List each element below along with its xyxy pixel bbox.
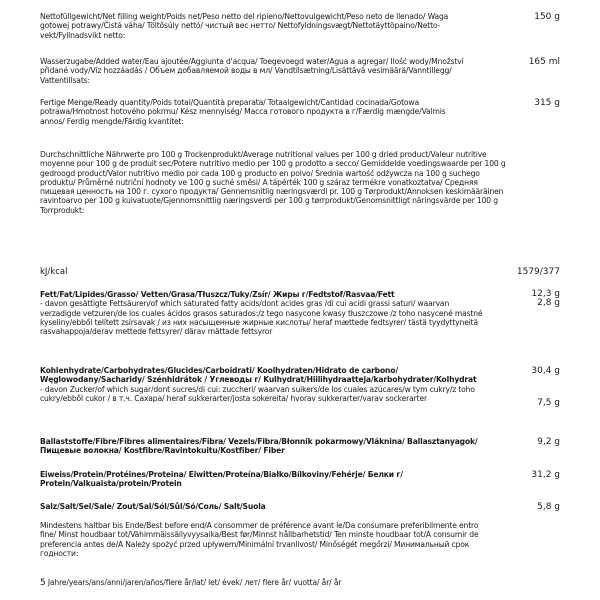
ready-quantity-label: Fertige Menge/Ready quantity/Poids total/Quantità preparata/ Totaalgewicht/Cantidad cocinada/Gotowa potrawa/Hmotnost hotového pokrmu/ Kész mennyiség/ Масса готового продукта в г/Færdig mængde/Valmis annos/ Ferdig mengde/Färdig kvantitet: bbox=[40, 98, 446, 126]
fibre-row bbox=[40, 437, 560, 456]
carbohydrates-value: 30,4 g bbox=[531, 366, 560, 376]
best-before-note: Mindestens haltbar bis Ende/Best before end/A consommer de préférence avant le/Da consumare preferibilmente entro fine/ Minst houdbaar tot/Vähimmäissäilyvyysaika/Best før/Minnst hållbarhetstid/ Ten minste houdbaar tot/A consumir de preferencia antes de/A Należy spożyć przed upływem/Minimální trvanlivost/ Minőségét megőrzi/ Минимальный срок годности: bbox=[40, 521, 479, 558]
sugar-label: - davon Zucker/of which sugar/dont sucres/di cui: zuccheri/ waarvan suikers/de los cuales azúcares/w tym cukry/z toho cukry/ebből cukor / в т.ч. Сахара/ heraf sukkerarter/josta sokereita/ hvorav sukkerarter/varav sockerarter bbox=[40, 384, 475, 403]
shelf-life-number: 5 bbox=[40, 578, 46, 588]
fat-row bbox=[40, 290, 560, 336]
added-water-label: Wasserzugabe/Added water/Eau ajoutée/Aggiunta d'acqua/ Toegevoegd water/Agua a agregar/ Ilość wody/Množství přidané vody/Víz hozzáadás / Объем добавляемой воды в мл/ Vandtilsætning/Lisättävä vesimäärä/Vanntillegg/ Vattentillsats: bbox=[40, 57, 464, 85]
saturated-fat-value: 2,8 g bbox=[537, 298, 560, 309]
added-water-row bbox=[40, 57, 560, 85]
energy-value: 1579/377 bbox=[516, 267, 560, 277]
energy-label: kJ/kcal bbox=[40, 267, 68, 277]
protein-title: Eiweiss/Protein/Protéines/Proteina/ Eiwitten/Proteína/Białko/Bílkoviny/Fehérje/ Белки г/ Protein/Valkuaista/protein/Protein bbox=[40, 470, 403, 489]
fat-value: 12,3 g bbox=[531, 289, 560, 299]
average-values-note: Durchschnittliche Nährwerte pro 100 g Trockenprodukt/Average nutritional values per 100 g dried product/Valeur nutritive moyenne pour 100 g de produit sec/Potere nutritivo medio per 100 g prodotto a secco/ Gemiddelde voedingswaarde per 100 g gedroogd product/Valor nutritivo medio por cada 100 g producto en polvo/ Średnia wartość odżywcza na 100 g suchego produktu/ Průměrné nutriční hodnoty ve 100 g suché směsi/ A tápérték 100 g száraz termékre vonatkoztatva/ Средняя пищевая ценность на 100 г. сухого продукта/ Gennemsnitlig næringsværdi pr. 100 g Tørprodukt/Annoksen keskimääräinen ravintoarvo per 100 g kuivatuote/Gjennomsnittlig næringsverdi per 100 g tørrprodukt/Genomsnittligt näringsvärde per 100 g Torrprodukt: bbox=[40, 150, 506, 215]
protein-row bbox=[40, 470, 560, 489]
protein-value: 31,2 g bbox=[531, 470, 560, 480]
ready-quantity-value: 315 g bbox=[534, 98, 560, 108]
ready-quantity-row bbox=[40, 98, 560, 126]
shelf-life-units: Jahre/years/ans/anni/jaren/años/flere år/lat/ let/ évek/ лет/ flere år/ vuotta/ år/ år bbox=[45, 578, 342, 587]
fibre-title: Ballaststoffe/Fibre/Fibres alimentaires/Fibra/ Vezels/Fibra/Błonnik pokarmowy/Vláknina/ Ballasztanyagok/ Пищевые волокна/ Kostfibre/Ravintokuitu/Kostfiber/ Fiber bbox=[40, 437, 478, 456]
net-weight-row bbox=[40, 12, 560, 40]
shelf-life-line bbox=[40, 578, 560, 588]
fat-title: Fett/Fat/Lipides/Grasso/ Vetten/Grasa/Tłuszcz/Tuky/Zsír/ Жиры г/Fedtstof/Rasvaa/Fett bbox=[40, 290, 395, 299]
salt-value: 5,8 g bbox=[537, 502, 560, 512]
carbohydrates-row bbox=[40, 366, 560, 426]
salt-title: Salz/Salt/Sel/Sale/ Zout/Sal/Sól/Sůl/Só/Соль/ Salt/Suola bbox=[40, 502, 266, 511]
sugar-value: 7,5 g bbox=[537, 398, 560, 408]
saturated-fat-label: - davon gesättigte Fettsäuren/of which saturated fatty acids/dont acides gras /di cui acidi grassi saturi/ waarvan verzadigde vetzuren/de los cuales ácidos grasos saturados:/z tego nasycone kwasy tłuszczowe /z toho nasycené mastné kyseliny/ebből telített zsírsavak / из них насыщенные жирные кислоты/ heraf mættede fedtsyrer/ tästä tyydyttyneitä rasvahappoja/derav mettede fettsyrer/ därav mättade fettsyror bbox=[40, 299, 483, 337]
carbohydrates-title: Kohlenhydrate/Carbohydrates/Glucides/Carboidrati/ Koolhydraten/Hidrato de carbono/ Węglowodany/Sacharidy/ Szénhidrátok / Углеводы г/ Kulhydrat/Hiilihydraatteja/karbohydrater/Kolhydrat bbox=[40, 366, 477, 385]
added-water-value: 165 ml bbox=[528, 57, 560, 67]
salt-row bbox=[40, 502, 560, 512]
net-weight-label: Nettofüllgewicht/Net filling weight/Poids net/Peso netto del ripieno/Nettovulgewicht/Peso neto de llenado/ Waga gotowej potrawy/Čistá váha/ Töltősúly nettó/ чистый вес нетто/ Nettofyldningsvægt/Nettotäyttöpaino/Netto-vekt/Fyllnadsvikt netto: bbox=[40, 12, 449, 40]
net-weight-value: 150 g bbox=[534, 12, 560, 22]
fibre-value: 9,2 g bbox=[537, 437, 560, 447]
